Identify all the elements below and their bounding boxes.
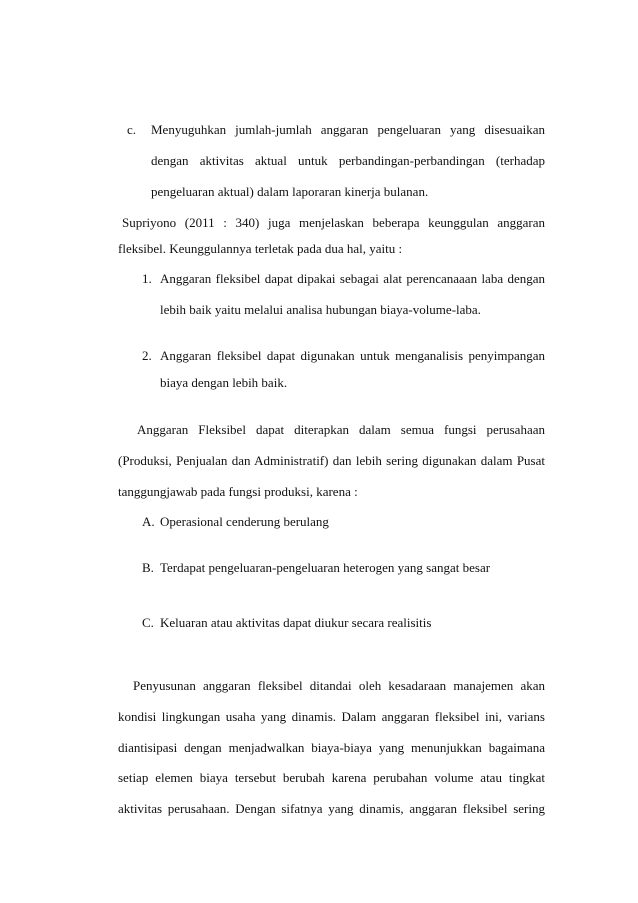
penyusunan-line-3: diantisipasi dengan menjadwalkan biaya-biaya yang menunjukkan bagaimana <box>118 740 545 755</box>
item-c-line-1: Menyuguhkan jumlah-jumlah anggaran pengeluaran yang disesuaikan <box>151 122 545 137</box>
supriyono-line-1: Supriyono (2011 : 340) juga menjelaskan beberapa keunggulan anggaran <box>122 215 545 230</box>
supriyono-line-2: fleksibel. Keunggulannya terletak pada dua hal, yaitu : <box>118 241 403 256</box>
numbered-item-1-line-1: Anggaran fleksibel dapat dipakai sebagai alat perencanaaan laba dengan <box>160 271 545 286</box>
numbered-item-1-marker: 1. <box>142 271 152 286</box>
fungsi-line-3: tanggungjawab pada fungsi produksi, karena : <box>118 484 358 499</box>
penyusunan-line-5: aktivitas perusahaan. Dengan sifatnya yang dinamis, anggaran fleksibel sering <box>118 801 545 816</box>
fungsi-line-1: Anggaran Fleksibel dapat diterapkan dalam semua fungsi perusahaan <box>137 422 545 437</box>
penyusunan-line-1: Penyusunan anggaran fleksibel ditandai oleh kesadaraan manajemen akan <box>133 678 545 693</box>
lettered-item-b-marker: B. <box>142 560 154 575</box>
item-c-marker: c. <box>127 122 137 137</box>
numbered-item-2-line-2: biaya dengan lebih baik. <box>160 375 288 390</box>
lettered-item-a-text: Operasional cenderung berulang <box>160 514 329 529</box>
penyusunan-line-2: kondisi lingkungan usaha yang dinamis. Dalam anggaran fleksibel ini, varians <box>118 709 545 724</box>
numbered-item-2-line-1: Anggaran fleksibel dapat digunakan untuk menganalisis penyimpangan <box>160 348 545 363</box>
fungsi-line-2: (Produksi, Penjualan dan Administratif) dan lebih sering digunakan dalam Pusat <box>118 453 545 468</box>
numbered-item-2-marker: 2. <box>142 348 152 363</box>
numbered-item-1-line-2: lebih baik yaitu melalui analisa hubungan biaya-volume-laba. <box>160 302 481 317</box>
item-c-line-3: pengeluaran aktual) dalam laporaran kinerja bulanan. <box>151 184 429 199</box>
penyusunan-line-4: setiap elemen biaya tersebut berubah karena perubahan volume atau tingkat <box>118 770 545 785</box>
lettered-item-a-marker: A. <box>142 514 155 529</box>
lettered-item-b-text: Terdapat pengeluaran-pengeluaran heterogen yang sangat besar <box>160 560 491 575</box>
lettered-item-c-text: Keluaran atau aktivitas dapat diukur secara realisitis <box>160 615 432 630</box>
item-c-line-2: dengan aktivitas aktual untuk perbandingan-perbandingan (terhadap <box>151 153 545 168</box>
lettered-item-c-marker: C. <box>142 615 154 630</box>
